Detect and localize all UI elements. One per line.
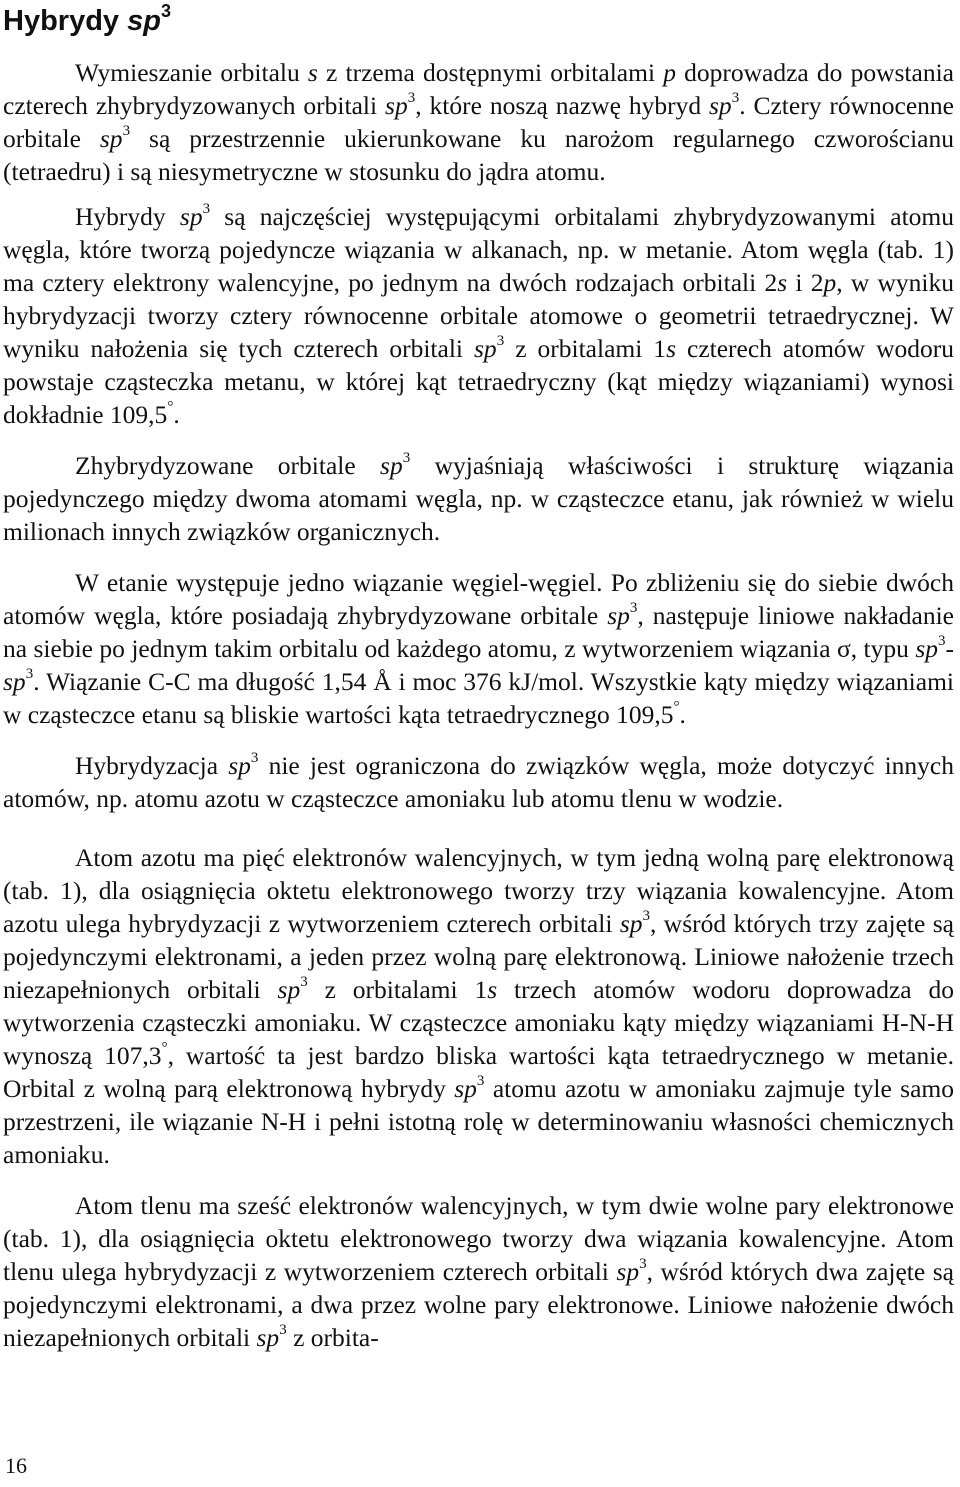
paragraph-4 [3, 566, 954, 731]
italic-symbol: sp [228, 751, 251, 780]
paragraph-2 [3, 200, 954, 431]
superscript: 3 [202, 201, 211, 217]
heading-superscript: 3 [160, 1, 171, 21]
text-run: Zhybrydyzowane orbitale [75, 451, 381, 480]
paragraph-7 [3, 1189, 954, 1354]
superscript: 3 [731, 90, 740, 106]
superscript: ° [161, 1040, 168, 1056]
italic-symbol: s [666, 334, 676, 363]
page-number: 16 [5, 1453, 27, 1478]
text-run: czterech atomów wodoru powstaje cząsteczka metanu, w której kąt tetraedryczny (kąt między wiązaniami) wynosi dokładnie 109,5 [3, 334, 954, 429]
italic-symbol: sp [380, 451, 403, 480]
italic-symbol: sp [607, 601, 630, 630]
italic-symbol: s [777, 268, 788, 297]
text-run: - [945, 634, 954, 663]
text-run: Wymieszanie orbitalu [75, 58, 308, 87]
superscript: 3 [496, 333, 505, 349]
italic-symbol: sp [709, 91, 732, 120]
italic-symbol: s [487, 975, 498, 1004]
superscript: 3 [25, 666, 34, 682]
text-run: , w wyniku hybrydyzacji tworzy cztery równocenne orbitale atomowe o geometrii tetraedrycznej. W wyniku nałożenia się tych czterech orbitali [3, 268, 954, 363]
text-run: Hybrydyzacja [75, 751, 229, 780]
page-heading [3, 1, 954, 38]
text-run: Atom tlenu ma sześć elektronów walencyjnych, w tym dwie wolne pary elektronowe (tab. 1), dla osiągnięcia oktetu elektronowego tworzy dwa wiązania kowalencyjne. Atom tlenu ulega hybrydyzacji z wytworzeniem czterech orbitali [3, 1191, 954, 1286]
text-run: są najczęściej występującymi orbitalami zhybrydyzowanymi atomu węgla, które tworzą pojedyncze wiązania w alkanach, np. w metanie. Atom węgla (tab. 1) ma cztery elektrony walencyjne, po jednym na dwóch rodzajach orbitali 2 [3, 202, 954, 297]
text-run: . Cztery równocenne orbitale [3, 91, 954, 153]
text-run: , wśród których trzy zajęte są pojedynczymi elektronami, a jeden przez wolną parę elektronową. Liniowe nałożenie trzech niezapełnionych orbitali [3, 909, 954, 1004]
paragraph-3 [3, 449, 954, 548]
text-run: wyjaśniają właściwości i strukturę wiązania pojedynczego między dwoma atomami węgla, np. w cząsteczce etanu, jak również w wielu milionach innych związków organicznych. [3, 451, 954, 546]
italic-symbol: sp [616, 1257, 640, 1286]
superscript: 3 [629, 600, 638, 616]
text-run: nie jest ograniczona do związków węgla, może dotyczyć innych atomów, np. atomu azotu w cząsteczce amoniaku lub atomu tlenu w wodzie. [3, 751, 954, 813]
paragraph-6 [3, 841, 954, 1171]
text-run: , następuje liniowe nakładanie na siebie po jednym takim orbitalu od każdego atomu, z wytworzeniem wiązania σ, typu [3, 601, 955, 663]
text-run: Atom azotu ma pięć elektronów walencyjnych, w tym jedną wolną parę elektronową (tab. 1), dla osiągnięcia oktetu elektronowego tworzy trzy wiązania kowalencyjne. Atom azotu ulega hybrydyzacji z wytworzeniem czterech orbitali [3, 843, 954, 938]
superscript: ° [673, 699, 680, 715]
superscript: 3 [279, 1322, 287, 1338]
paragraph-5 [3, 749, 954, 815]
italic-symbol: s [307, 58, 318, 87]
italic-symbol: sp [179, 202, 203, 231]
superscript: 3 [300, 974, 308, 990]
text-run: , wśród których dwa zajęte są pojedynczymi elektronami, a dwa przez wolne pary elektronowe. Liniowe nałożenie dwóch niezapełnionych orbitali [3, 1257, 954, 1352]
italic-symbol: sp [3, 667, 26, 696]
italic-symbol: sp [454, 1074, 477, 1103]
text-run: atomu azotu w amoniaku zajmuje tyle samo przestrzeni, ile wiązanie N-H i pełni istotną rolę w determinowaniu własności chemicznych amoniaku. [3, 1074, 954, 1169]
text-run: z orbita- [286, 1323, 379, 1352]
superscript: 3 [639, 1256, 647, 1272]
text-run: i 2 [787, 268, 824, 297]
superscript: 3 [407, 90, 416, 106]
italic-symbol: sp [385, 91, 408, 120]
superscript: 3 [402, 450, 411, 466]
italic-symbol: sp [619, 909, 643, 938]
italic-symbol: sp [99, 124, 123, 153]
italic-symbol: p [823, 268, 837, 297]
superscript: 3 [938, 633, 946, 649]
superscript: 3 [642, 908, 651, 924]
italic-symbol: sp [256, 1323, 280, 1352]
text-run: są przestrzennie ukierunkowane ku narożom regularnego czworościanu (tetraedru) i są niesymetryczne w stosunku do jądra atomu. [3, 124, 954, 186]
heading-italic: sp [127, 5, 161, 37]
text-run: doprowadza do powstania czterech zhybrydyzowanych orbitali [3, 58, 954, 120]
text-run: . [173, 400, 180, 429]
superscript: 3 [122, 123, 131, 139]
text-run: , wartość ta jest bardzo bliska wartości kąta tetraedrycznego w metanie. Orbital z wolną parą elektronową hybrydy [3, 1041, 954, 1103]
superscript: ° [167, 399, 174, 415]
paragraph-1 [3, 56, 954, 188]
text-run: Hybrydy [75, 202, 180, 231]
heading-text: Hybrydy [3, 5, 128, 37]
text-run: z orbitalami 1 [307, 975, 488, 1004]
superscript: 3 [476, 1073, 485, 1089]
superscript: 3 [250, 750, 259, 766]
italic-symbol: sp [277, 975, 301, 1004]
italic-symbol: sp [915, 634, 938, 663]
text-run: z trzema dostępnymi orbitalami [317, 58, 664, 87]
text-run: . [679, 700, 686, 729]
text-run: . Wiązanie C-C ma długość 1,54 Å i moc 376 kJ/mol. Wszystkie kąty między wiązaniami w cząsteczce etanu są bliskie wartości kąta tetraedrycznego 109,5 [3, 667, 954, 729]
italic-symbol: sp [474, 334, 497, 363]
text-run: trzech atomów wodoru doprowadza do wytworzenia cząsteczki amoniaku. W cząsteczce amoniaku kąty między wiązaniami H-N-H wynoszą 107,3 [3, 975, 955, 1070]
text-run: z orbitalami 1 [504, 334, 667, 363]
italic-symbol: p [663, 58, 676, 87]
text-run: , które noszą nazwę hybryd [415, 91, 709, 120]
text-run: W etanie występuje jedno wiązanie węgiel-węgiel. Po zbliżeniu się do siebie dwóch atomów węgla, które posiadają zhybrydyzowane orbitale [3, 568, 954, 630]
